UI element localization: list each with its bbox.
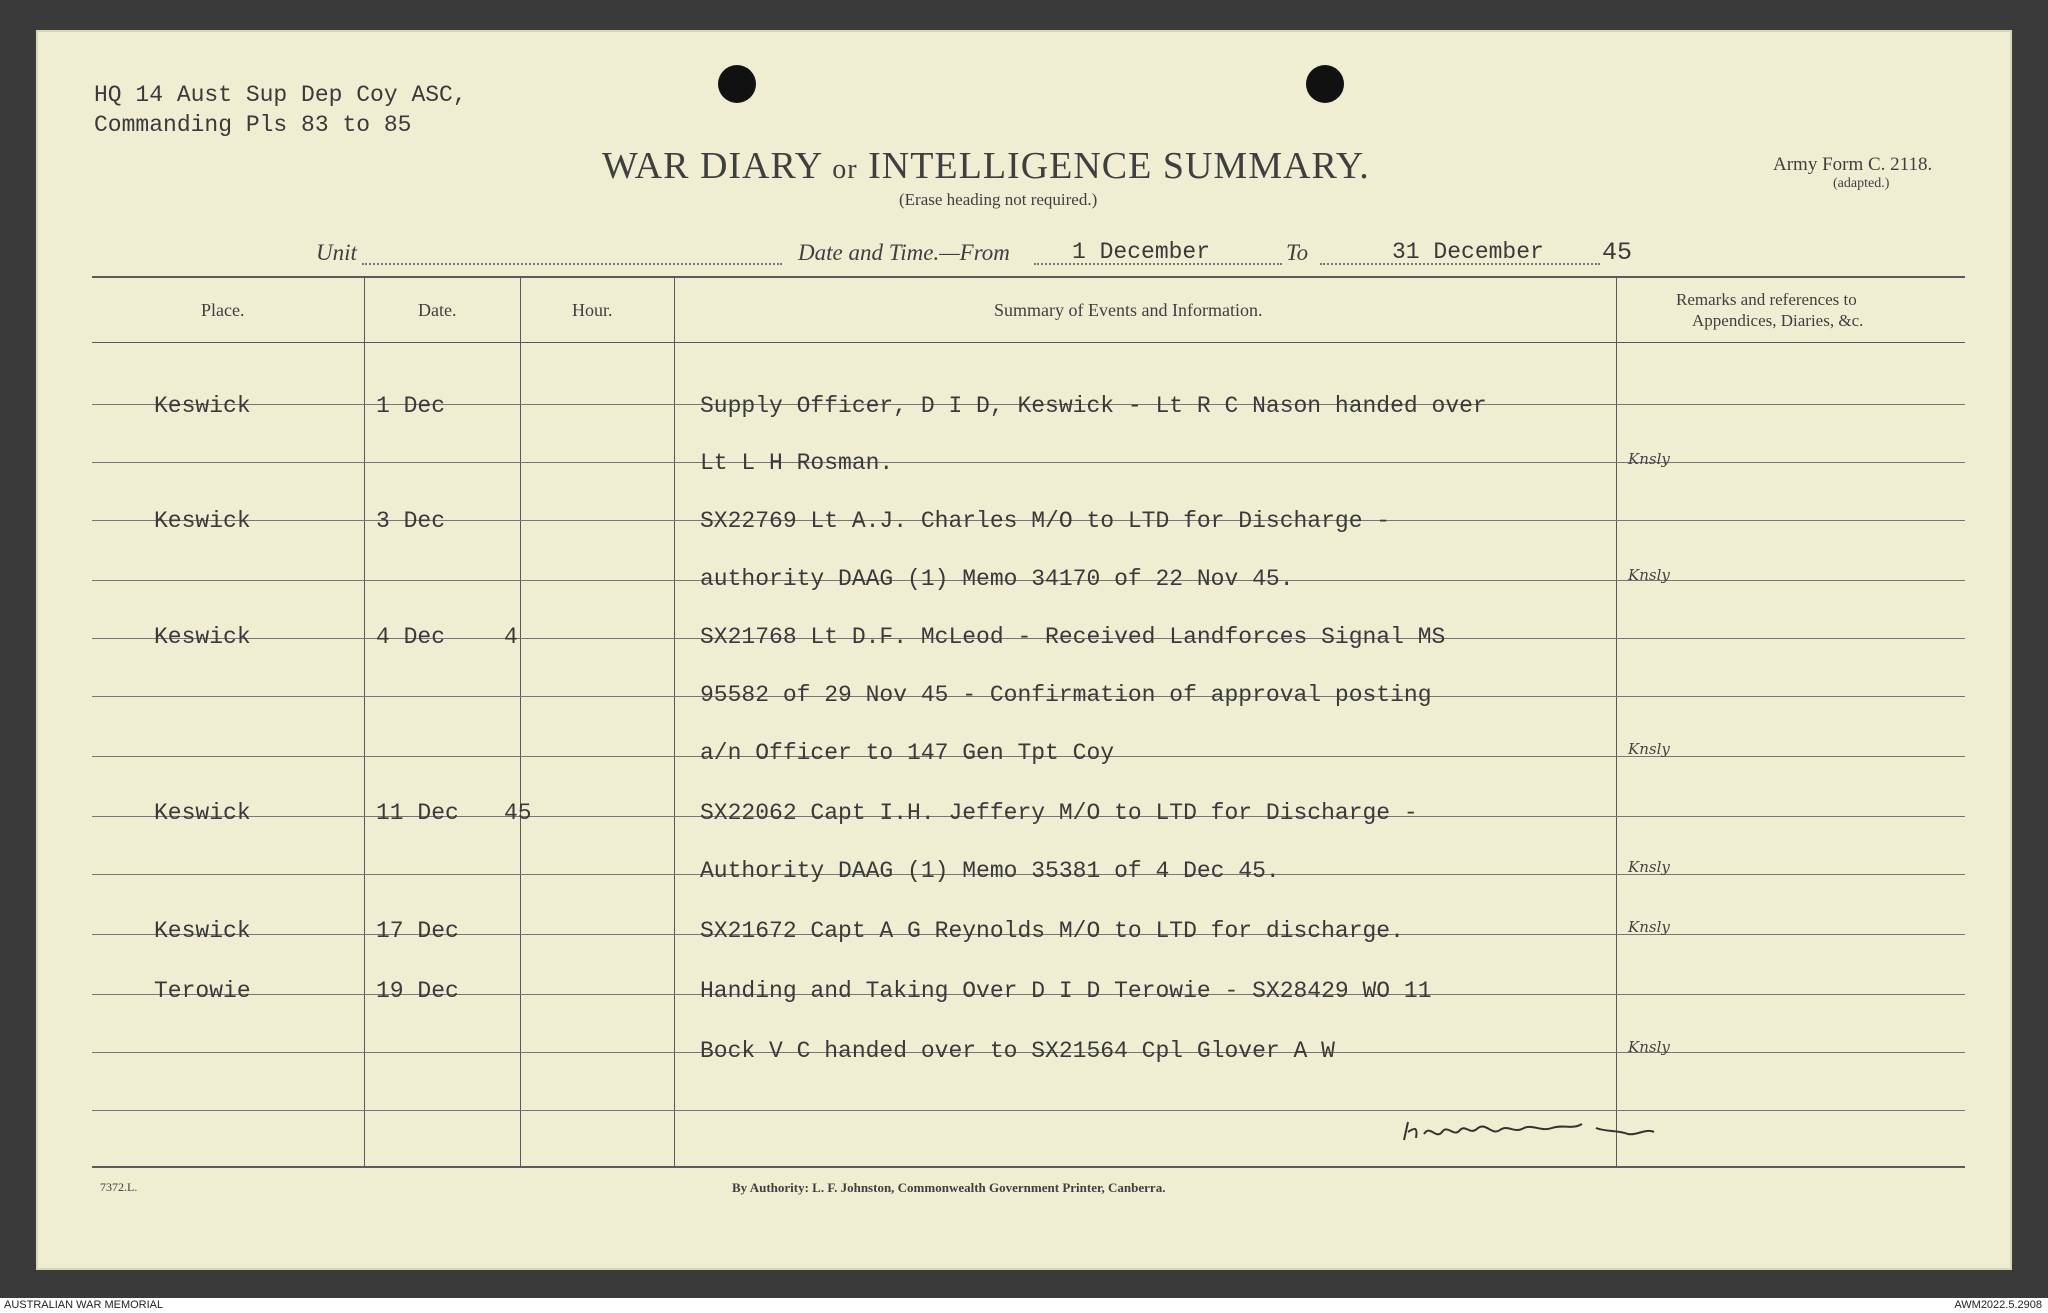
col-divider-1 (364, 278, 365, 1166)
entry-summary-text: Bock V C handed over to SX21564 Cpl Glover A W (700, 1038, 1335, 1064)
col-header-place: Place. (201, 300, 245, 320)
year-value: 45 (1602, 238, 1633, 267)
entry-summary-text: Supply Officer, D I D, Keswick - Lt R C Nason handed over (700, 393, 1487, 419)
entry-summary-text: SX21768 Lt D.F. McLeod - Received Landforces Signal MS (700, 624, 1446, 650)
col-header-hour: Hour. (572, 300, 613, 320)
entry-date: 3 Dec (376, 508, 446, 534)
entry-summary-text: 95582 of 29 Nov 45 - Confirmation of approval posting (700, 682, 1432, 708)
entry-place: Keswick (154, 624, 251, 650)
entry-date: 11 Dec (376, 800, 459, 826)
entry-summary-text: Authority DAAG (1) Memo 35381 of 4 Dec 45. (700, 858, 1280, 884)
header-rule (92, 342, 1965, 343)
punch-hole-right (1306, 65, 1344, 103)
unit-label: Unit (316, 240, 357, 265)
col-divider-2 (520, 278, 521, 1166)
unit-header-line-2: Commanding Pls 83 to 85 (94, 112, 412, 138)
entry-hour: 4 (504, 624, 518, 650)
row-rule (92, 462, 1965, 463)
entry-place: Keswick (154, 800, 251, 826)
entry-summary-text: a/n Officer to 147 Gen Tpt Coy (700, 740, 1115, 766)
title-war-diary: WAR DIARY (602, 145, 822, 187)
entry-summary-text: SX22062 Capt I.H. Jeffery M/O to LTD for Discharge - (700, 800, 1418, 826)
watermark-left: AUSTRALIAN WAR MEMORIAL (4, 1299, 164, 1311)
watermark-right: AWM2022.5.2908 (1954, 1299, 2042, 1311)
to-label: To (1286, 240, 1309, 265)
col-header-remarks-1: Remarks and references to (1676, 290, 1857, 309)
entry-date: 19 Dec (376, 978, 459, 1004)
war-diary-sheet (36, 30, 2012, 1270)
form-title (602, 144, 1370, 188)
col-divider-4 (1616, 278, 1617, 1166)
entry-hour: 45 (504, 800, 532, 826)
table-top-rule (92, 276, 1965, 278)
entry-initial: Knsly (1628, 858, 1670, 876)
entry-initial: Knsly (1628, 740, 1670, 758)
entry-place: Keswick (154, 508, 251, 534)
table-bottom-rule (92, 1166, 1965, 1168)
punch-hole-left (718, 65, 756, 103)
watermark-strip (0, 1298, 2048, 1313)
entry-summary-text: SX22769 Lt A.J. Charles M/O to LTD for Discharge - (700, 508, 1391, 534)
col-header-date: Date. (418, 300, 457, 320)
entry-place: Terowie (154, 978, 251, 1004)
unit-header-line-1: HQ 14 Aust Sup Dep Coy ASC, (94, 82, 467, 108)
entry-initial: Knsly (1628, 566, 1670, 584)
col-divider-3 (674, 278, 675, 1166)
row-rule (92, 1110, 1965, 1111)
entry-initial: Knsly (1628, 1038, 1670, 1056)
title-summary: INTELLIGENCE SUMMARY. (868, 145, 1370, 187)
title-or: or (832, 154, 858, 185)
entry-place: Keswick (154, 393, 251, 419)
date-from-value: 1 December (1072, 239, 1211, 265)
entry-summary-text: SX21672 Capt A G Reynolds M/O to LTD for discharge. (700, 918, 1404, 944)
entry-date: 1 Dec (376, 393, 446, 419)
unit-dotted-line (362, 263, 782, 265)
entry-initial: Knsly (1628, 450, 1670, 468)
col-header-summary: Summary of Events and Information. (994, 300, 1263, 320)
date-to-value: 31 December (1392, 239, 1544, 265)
signature (1396, 1110, 1696, 1160)
entry-summary-text: Handing and Taking Over D I D Terowie - SX28429 WO 11 (700, 978, 1432, 1004)
entry-summary-text: Lt L H Rosman. (700, 450, 894, 476)
entry-date: 17 Dec (376, 918, 459, 944)
entry-place: Keswick (154, 918, 251, 944)
erase-note: (Erase heading not required.) (899, 190, 1098, 209)
printer-authority: By Authority: L. F. Johnston, Commonwealth Government Printer, Canberra. (732, 1180, 1166, 1195)
entry-initial: Knsly (1628, 918, 1670, 936)
army-form-ref: Army Form C. 2118. (1773, 154, 1933, 175)
date-time-label: Date and Time.—From (798, 240, 1010, 265)
entry-date: 4 Dec (376, 624, 446, 650)
form-code: 7372.L. (100, 1180, 138, 1194)
col-header-remarks-2: Appendices, Diaries, &c. (1692, 311, 1864, 330)
entry-summary-text: authority DAAG (1) Memo 34170 of 22 Nov 45. (700, 566, 1294, 592)
army-form-adapted: (adapted.) (1833, 176, 1890, 191)
